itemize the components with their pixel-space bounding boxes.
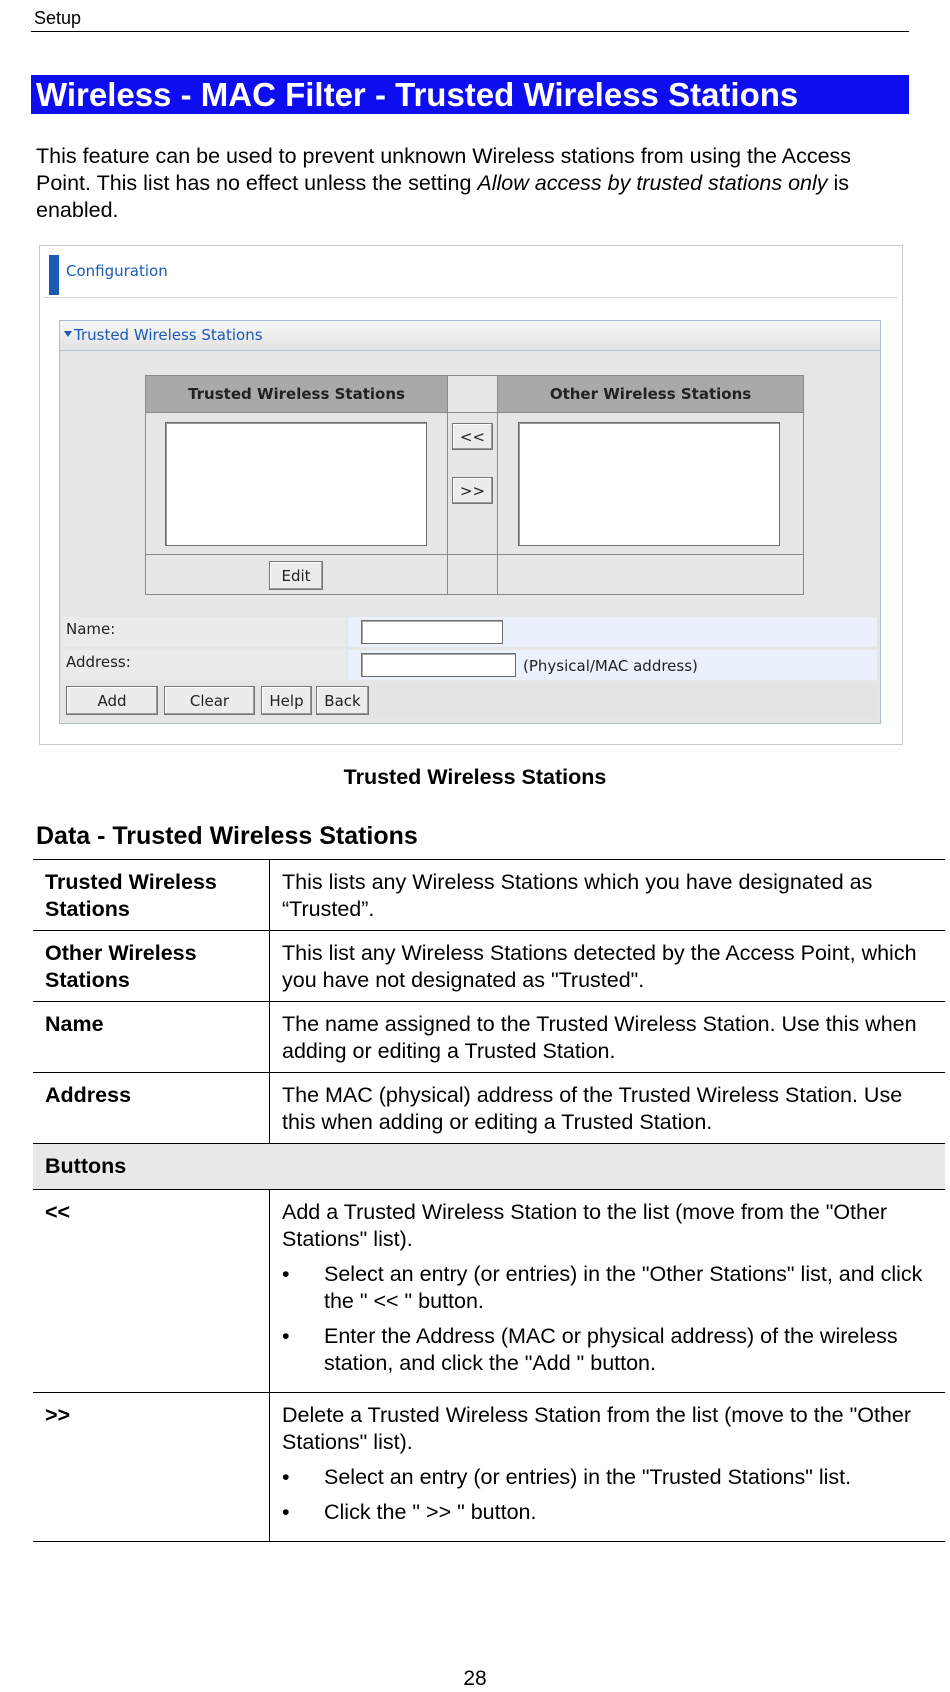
name-row [63,617,877,647]
intro-setting-name: Allow access by trusted stations only [477,171,828,195]
term-cell: Trusted Wireless Stations [33,860,270,931]
panel-title: Trusted Wireless Stations [74,326,263,344]
name-value-cell [348,617,877,647]
other-list-header: Other Wireless Stations [498,376,803,412]
triangle-down-icon [64,331,72,337]
address-value-cell [348,650,877,680]
data-table [33,859,945,1542]
buttons-heading: Buttons [33,1144,945,1190]
description-text: Delete a Trusted Wireless Station from the list (move to the "Other Stations" list). [282,1403,911,1454]
intro-text-1: This feature can be used to prevent unknown Wireless stations from using the Access Point. This list has no effect unless the setting [36,144,852,195]
term-cell: Address [33,1073,270,1144]
clear-button[interactable]: Clear [164,686,255,715]
edit-button[interactable]: Edit [269,561,323,590]
address-input[interactable] [361,653,516,677]
header-divider [146,412,803,413]
bullet-list [282,1464,933,1526]
address-label: Address: [63,650,346,680]
trusted-stations-panel [59,320,881,724]
add-button[interactable]: Add [66,686,158,715]
description-text: Add a Trusted Wireless Station to the list (move from the "Other Stations" list). [282,1200,888,1251]
configuration-title: Configuration [66,262,168,280]
header-rule [31,31,909,32]
column-divider [447,376,448,594]
table-row [33,1073,945,1144]
table-row [33,860,945,931]
configuration-marker [49,255,59,295]
intro-text-2: is enabled. [36,171,850,222]
footer-divider [146,554,803,555]
term-cell: << [33,1190,270,1393]
page-number: 28 [463,1667,487,1690]
table-row [33,931,945,1002]
configuration-screenshot [39,245,903,745]
bullet-item: • Select an entry (or entries) in the "Trusted Stations" list. [324,1464,933,1491]
button-row [63,684,877,718]
description-cell: The name assigned to the Trusted Wireless Station. Use this when adding or editing a Trusted Station. [270,1002,946,1073]
bullet-item: • Select an entry (or entries) in the "Other Stations" list, and click the " << " button. [324,1261,933,1315]
address-row [63,650,877,680]
section-title: Data - Trusted Wireless Stations [36,822,418,850]
address-hint: (Physical/MAC address) [523,657,698,675]
buttons-heading-row [33,1144,945,1190]
description-cell [270,1393,946,1542]
name-input[interactable] [361,620,503,644]
intro-paragraph [36,143,896,224]
move-right-button[interactable]: >> [452,477,493,504]
column-divider [497,376,498,594]
other-stations-listbox[interactable] [518,422,780,546]
figure-caption: Trusted Wireless Stations [343,765,607,789]
bullet-item: • Click the " >> " button. [324,1499,933,1526]
description-cell [270,1190,946,1393]
term-cell: Other Wireless Stations [33,931,270,1002]
back-button[interactable]: Back [316,686,369,715]
trusted-list-header: Trusted Wireless Stations [146,376,447,412]
description-cell: The MAC (physical) address of the Trusted Wireless Station. Use this when adding or editing a Trusted Station. [270,1073,946,1144]
configuration-divider [44,297,898,298]
table-row [33,1190,945,1393]
station-lists [145,375,804,595]
panel-header[interactable] [60,321,880,351]
term-cell: Name [33,1002,270,1073]
description-cell: This lists any Wireless Stations which you have designated as “Trusted”. [270,860,946,931]
page-title: Wireless - MAC Filter - Trusted Wireless Stations [31,75,909,114]
description-cell: This list any Wireless Stations detected by the Access Point, which you have not designated as "Trusted". [270,931,946,1002]
name-label: Name: [63,617,346,647]
table-row [33,1002,945,1073]
move-left-button[interactable]: << [452,423,493,450]
running-header: Setup [34,8,82,28]
bullet-list [282,1261,933,1377]
trusted-stations-listbox[interactable] [165,422,427,546]
table-row [33,1393,945,1542]
help-button[interactable]: Help [261,686,312,715]
term-cell: >> [33,1393,270,1542]
bullet-item: • Enter the Address (MAC or physical address) of the wireless station, and click the "Add " button. [324,1323,933,1377]
